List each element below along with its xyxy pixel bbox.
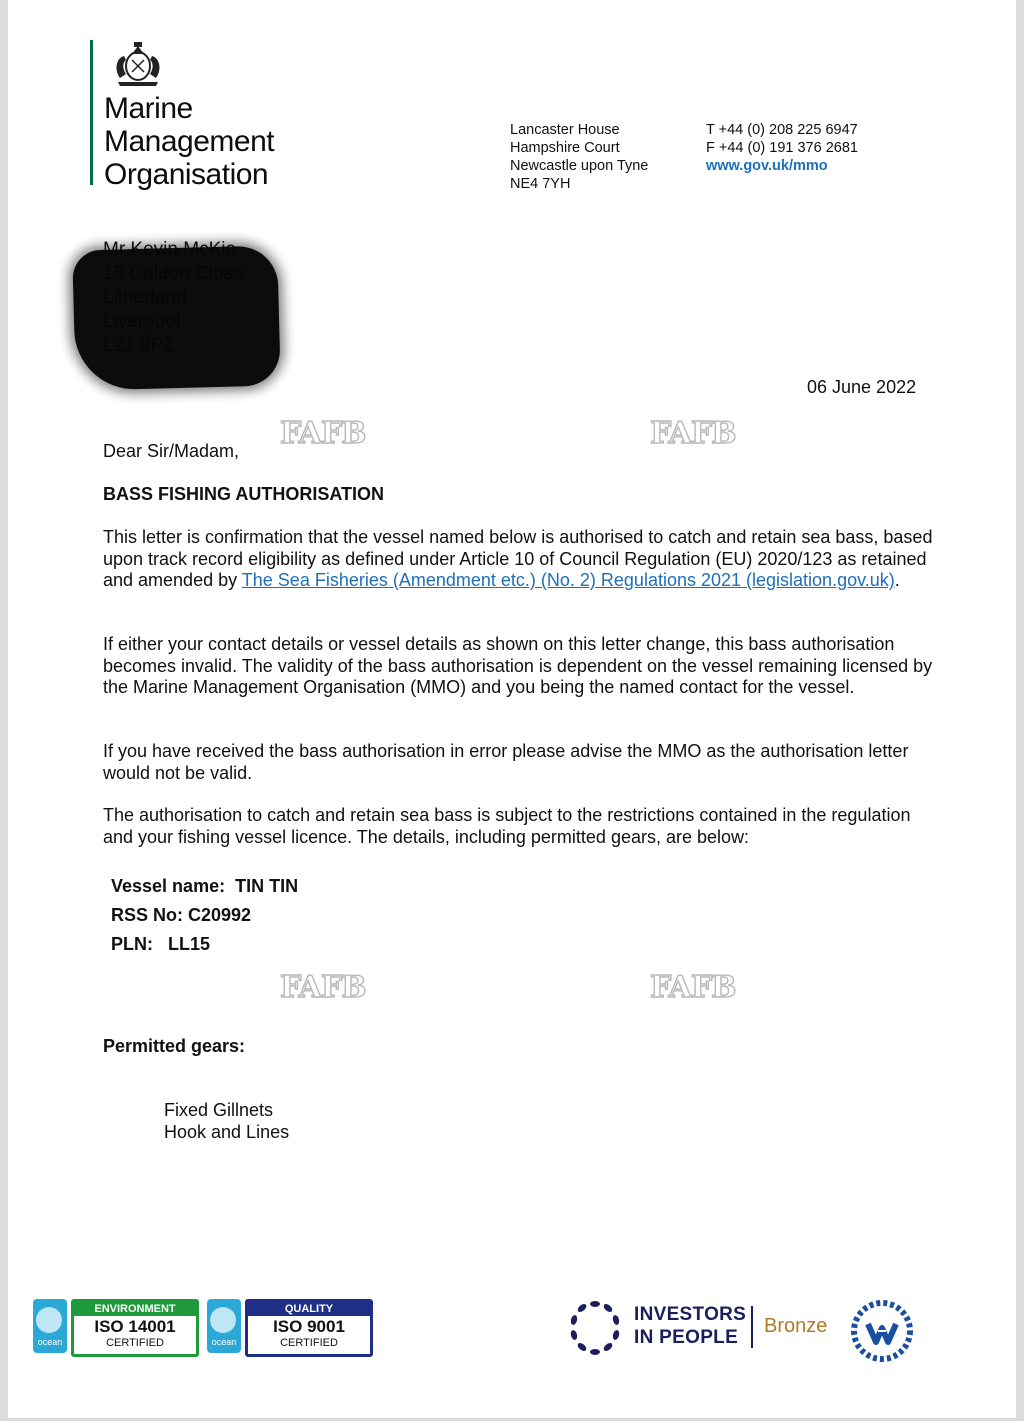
pln-number: LL15 (168, 934, 211, 954)
divider (751, 1306, 753, 1348)
positive-about-disabled-people-icon (846, 1300, 918, 1362)
royal-coat-of-arms-icon (106, 38, 170, 88)
iip-level: Bronze (764, 1315, 828, 1337)
rss-number: C20992 (188, 905, 252, 925)
list-item: Fixed Gillnets (164, 1100, 274, 1120)
rss-row: RSS No: C20992 (111, 901, 298, 930)
letter-date: 06 June 2022 (807, 377, 917, 397)
permitted-gears-list (164, 1100, 289, 1143)
watermark: FAFB (650, 970, 736, 1005)
paragraph-restrictions: The authorisation to catch and retain sea bass is subject to the restrictions contained in the regulation and your fishing vessel licence. The details, including permitted gears, are below: (103, 805, 911, 847)
organisation-name: Marine Management Organisation (104, 92, 275, 191)
ocean-certification-icon: ocean (207, 1299, 241, 1353)
paragraph-confirmation: This letter is confirmation that the vessel named below is authorised to catch and retain sea bass, based upon track record eligibility as defined under Article 10 of Council Regulation (EU) 2020/123 as retained and amended by The Sea Fisheries (Amendment etc.) (No. 2) Regulations 2021 (legislation.gov.uk). (103, 527, 933, 590)
greeting: Dear Sir/Madam, (103, 441, 240, 461)
paragraph-validity: If either your contact details or vessel details as shown on this letter change, this bass authorisation becomes invalid. The validity of the bass authorisation is dependent on the vessel remaining licensed by the Marine Management Organisation (MMO) and you being the named contact for the vessel. (103, 634, 933, 697)
sender-address: Lancaster House Hampshire Court Newcastle upon Tyne NE4 7YH (510, 122, 649, 192)
pln-row: PLN: LL15 (111, 930, 298, 959)
watermark: FAFB (280, 970, 366, 1005)
fax-number: F +44 (0) 191 376 2681 (706, 140, 858, 156)
legislation-link[interactable]: The Sea Fisheries (Amendment etc.) (No. 2) Regulations 2021 (legislation.gov.uk) (241, 570, 895, 590)
letter-heading: BASS FISHING AUTHORISATION (103, 484, 385, 504)
paragraph-error: If you have received the bass authorisation in error please advise the MMO as the authorisation letter would not be valid. (103, 741, 909, 783)
phone-number: T +44 (0) 208 225 6947 (706, 122, 858, 138)
investors-in-people-logo: INVESTORS IN PEOPLE (634, 1304, 747, 1348)
vessel-name: TIN TIN (235, 876, 299, 896)
investors-in-people-wreath-icon (564, 1298, 626, 1358)
letter-page: Marine Management Organisation Lancaster House Hampshire Court Newcastle upon Tyne NE4 7YH T +44 (0) 208 225 6947 F +44 (0) 191 376 2681 www.gov.uk/mmo 06 June 2022 FAFB FAFB FAFB FAFB Dear Sir/Madam, BASS FISHING AUTHORISATION This letter is confirmation that the vessel named below is authorised to catch and retain sea bass, based upon track record eligibility as defined under Article 10 of Council Regulation (EU) 2020/123 as retained and amended by The Sea Fisheries (Amendment etc.) (No. 2) Regulations 2021 (legislation.gov.uk). If either your contact details or vessel details as shown on this letter change, this bass authorisation becomes invalid. The validity of the bass authorisation is dependent on the vessel remaining licensed by the Marine Management Organisation (MMO) and you being the named contact for the vessel. If you have received the bass authorisation in error please advise the MMO as the authorisation letter would not be valid. The authorisation to catch and retain sea bass is subject to the restrictions contained in the regulation and your fishing vessel licence. The details, including permitted gears, are below: Vessel name: TIN TIN RSS No: C20992 PLN: LL15 Permitted gears: Fixed Gillnets Hook and Lines ocean ENVIRONMENT ISO 14001 CERTIFIED ocean QUALITY ISO 9001 CERTIFIED INVESTORS IN PEOPLE Bronze (8, 0, 1016, 1418)
vessel-name-row: Vessel name: TIN TIN (111, 872, 298, 901)
ocean-certification-icon: ocean (33, 1299, 67, 1353)
redaction-mark (72, 245, 281, 390)
permitted-gears-title: Permitted gears: (103, 1036, 246, 1056)
website-link[interactable]: www.gov.uk/mmo (706, 158, 828, 174)
watermark: FAFB (650, 416, 736, 451)
sender-contact (706, 121, 858, 175)
list-item: Hook and Lines (164, 1121, 290, 1142)
brand-bar (90, 40, 93, 185)
vessel-details (111, 872, 298, 959)
watermark: FAFB (280, 416, 366, 451)
